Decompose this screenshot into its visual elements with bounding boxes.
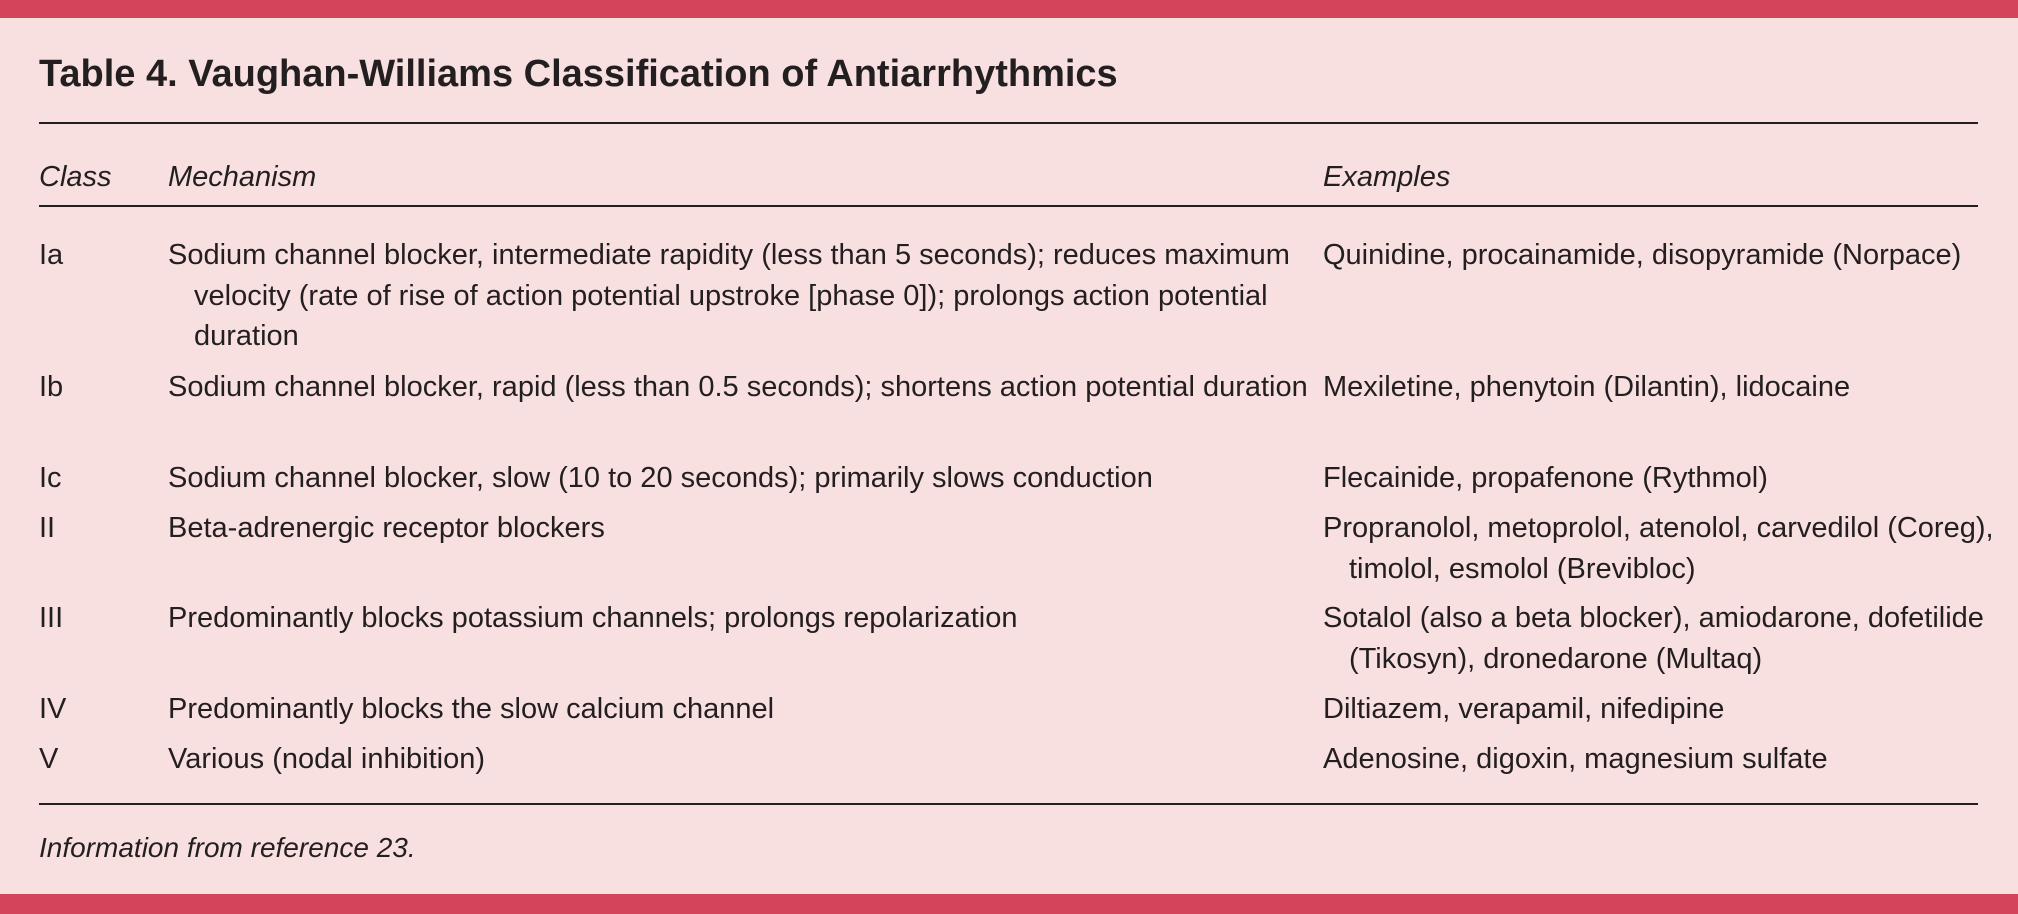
class-cell: III xyxy=(39,602,64,634)
class-cell: V xyxy=(39,743,59,775)
class-cell: Ia xyxy=(39,239,64,271)
header-rule xyxy=(39,205,1978,207)
top-accent-bar xyxy=(0,0,2018,18)
examples-cell: Sotalol (also a beta blocker), amiodarone, dofetilide (Tikosyn), dronedarone (Multaq) xyxy=(1323,602,1984,675)
mechanism-cell: Sodium channel blocker, rapid (less than 0.5 seconds); shortens action potential duration xyxy=(168,371,1308,403)
examples-cell: Flecainide, propafenone (Rythmol) xyxy=(1323,462,1768,494)
title-rule xyxy=(39,122,1978,124)
examples-cell: Propranolol, metoprolol, atenolol, carvedilol (Coreg), timolol, esmolol (Brevibloc) xyxy=(1323,512,1994,585)
class-cell: II xyxy=(39,512,56,544)
examples-cell: Diltiazem, verapamil, nifedipine xyxy=(1323,693,1725,725)
examples-cell: Quinidine, procainamide, disopyramide (Norpace) xyxy=(1323,239,1962,271)
bottom-accent-bar xyxy=(0,894,2018,914)
mechanism-cell: Sodium channel blocker, slow (10 to 20 seconds); primarily slows conduction xyxy=(168,462,1153,494)
class-cell: Ic xyxy=(39,462,62,494)
table-title: Table 4. Vaughan-Williams Classification of Antiarrhythmics xyxy=(39,53,1118,95)
mechanism-cell: Predominantly blocks potassium channels; prolongs repolarization xyxy=(168,602,1018,634)
header-mechanism: Mechanism xyxy=(168,161,317,193)
examples-cell: Mexiletine, phenytoin (Dilantin), lidocaine xyxy=(1323,371,1851,403)
header-class: Class xyxy=(39,161,112,193)
table-bottom-rule xyxy=(39,803,1978,805)
footnote: Information from reference 23. xyxy=(39,832,416,863)
mechanism-cell: Beta-adrenergic receptor blockers xyxy=(168,512,605,544)
mechanism-cell: Predominantly blocks the slow calcium channel xyxy=(168,693,775,725)
examples-cell: Adenosine, digoxin, magnesium sulfate xyxy=(1323,743,1828,775)
header-examples: Examples xyxy=(1323,161,1451,193)
class-cell: IV xyxy=(39,693,67,725)
mechanism-cell: Sodium channel blocker, intermediate rapidity (less than 5 seconds); reduces maximum velocity (rate of rise of action potential upstroke [phase 0]); prolongs action potential duration xyxy=(168,239,1290,352)
mechanism-cell: Various (nodal inhibition) xyxy=(168,743,486,775)
class-cell: Ib xyxy=(39,371,64,403)
